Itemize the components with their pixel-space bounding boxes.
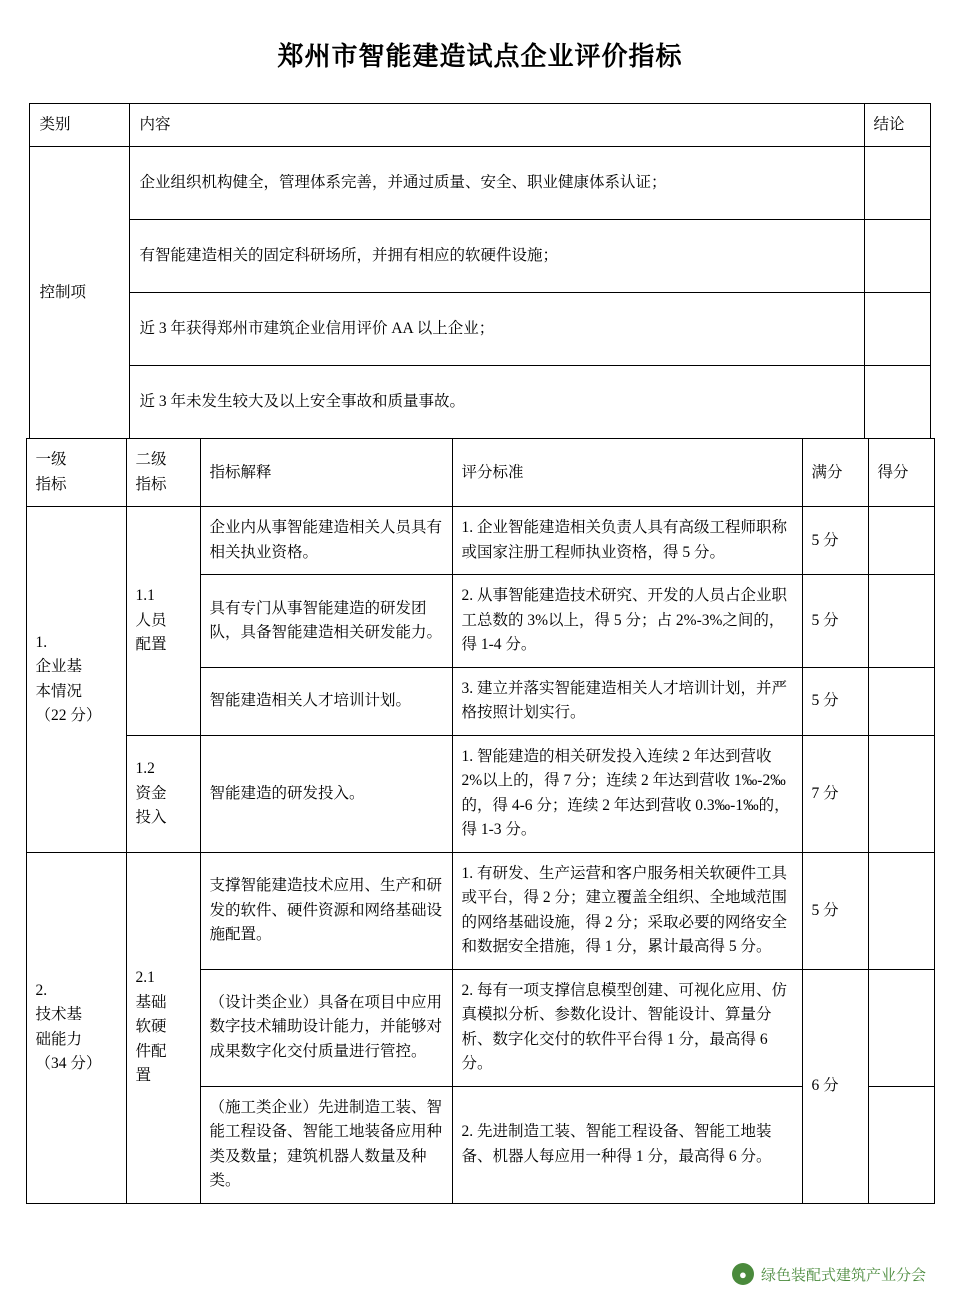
scoring-standard: 1. 智能建造的相关研发投入连续 2 年达到营收 2%以上的，得 7 分；连续 2 年达到营收 1‰-2‰的，得 4-6 分；连续 2 年达到营收 0.3‰-1‰的，得 1-3 分。	[452, 735, 802, 852]
scoring-standard: 2. 每有一项支撑信息模型创建、可视化应用、仿真模拟分析、参数化设计、智能设计、算量分析、数字化交付的软件平台得 1 分，最高得 6 分。	[452, 969, 802, 1086]
obtained-score	[868, 575, 934, 667]
header-level2: 二级 指标	[126, 439, 200, 507]
indicator-description: 支撑智能建造技术应用、生产和研发的软件、硬件资源和网络基础设施配置。	[200, 852, 452, 969]
obtained-score	[868, 507, 934, 575]
table-header-row	[26, 439, 934, 507]
conclusion-cell	[864, 366, 930, 439]
obtained-score	[868, 969, 934, 1086]
table-row	[30, 147, 930, 220]
max-score: 6 分	[802, 969, 868, 1203]
obtained-score	[868, 735, 934, 852]
footer-watermark-label: 绿色装配式建筑产业分会	[760, 1266, 926, 1284]
indicator-description: 具有专门从事智能建造的研发团队，具备智能建造相关研发能力。	[200, 575, 452, 667]
conclusion-cell	[864, 220, 930, 293]
indicator-description: 智能建造相关人才培训计划。	[200, 667, 452, 735]
scoring-standard: 1. 有研发、生产运营和客户服务相关软硬件工具或平台，得 2 分；建立覆盖全组织、全地域范围的网络基础设施，得 2 分；采取必要的网络安全和数据安全措施，得 1 分，累计最高得 5 分。	[452, 852, 802, 969]
category-control-items: 控制项	[30, 147, 130, 439]
page-title: 郑州市智能建造试点企业评价指标	[277, 42, 683, 71]
table-row	[26, 852, 934, 969]
conclusion-cell	[864, 147, 930, 220]
control-item-text: 企业组织机构健全，管理体系完善，并通过质量、安全、职业健康体系认证；	[130, 147, 864, 220]
table-row	[30, 366, 930, 439]
header-level1: 一级 指标	[26, 439, 126, 507]
indicator-description: （施工类企业）先进制造工装、智能工程设备、智能工地装备应用种类及数量；建筑机器人数量及种类。	[200, 1086, 452, 1203]
scoring-indicators-table	[26, 438, 935, 1203]
scoring-standard: 3. 建立并落实智能建造相关人才培训计划，并严格按照计划实行。	[452, 667, 802, 735]
header-description: 指标解释	[200, 439, 452, 507]
header-scoring-standard: 评分标准	[452, 439, 802, 507]
level1-indicator-1: 1. 企业基 本情况 （22 分）	[26, 507, 126, 852]
footer-watermark	[732, 1263, 926, 1285]
table-row	[26, 507, 934, 575]
table-row	[30, 293, 930, 366]
header-max-score: 满分	[802, 439, 868, 507]
scoring-standard: 2. 先进制造工装、智能工程设备、智能工地装备、机器人每应用一种得 1 分，最高得 6 分。	[452, 1086, 802, 1203]
obtained-score	[868, 667, 934, 735]
obtained-score	[868, 1086, 934, 1203]
scoring-standard: 2. 从事智能建造技术研究、开发的人员占企业职工总数的 3%以上，得 5 分；占 2%-3%之间的，得 1-4 分。	[452, 575, 802, 667]
control-items-table	[29, 103, 930, 439]
conclusion-cell	[864, 293, 930, 366]
max-score: 5 分	[802, 575, 868, 667]
indicator-description: 企业内从事智能建造相关人员具有相关执业资格。	[200, 507, 452, 575]
control-item-text: 近 3 年获得郑州市建筑企业信用评价 AA 以上企业；	[130, 293, 864, 366]
level2-indicator-1-1: 1.1 人员 配置	[126, 507, 200, 735]
level2-indicator-1-2: 1.2 资金 投入	[126, 735, 200, 852]
scoring-standard: 1. 企业智能建造相关负责人具有高级工程师职称或国家注册工程师执业资格，得 5 分。	[452, 507, 802, 575]
indicator-description: （设计类企业）具备在项目中应用数字技术辅助设计能力，并能够对成果数字化交付质量进行管控。	[200, 969, 452, 1086]
level1-indicator-2: 2. 技术基 础能力 （34 分）	[26, 852, 126, 1203]
max-score: 5 分	[802, 507, 868, 575]
table-row	[30, 220, 930, 293]
max-score: 5 分	[802, 667, 868, 735]
max-score: 5 分	[802, 852, 868, 969]
header-content: 内容	[130, 104, 864, 147]
header-category: 类别	[30, 104, 130, 147]
wechat-icon: ●	[732, 1263, 754, 1285]
obtained-score	[868, 852, 934, 969]
control-item-text: 近 3 年未发生较大及以上安全事故和质量事故。	[130, 366, 864, 439]
control-item-text: 有智能建造相关的固定科研场所，并拥有相应的软硬件设施；	[130, 220, 864, 293]
header-obtained-score: 得分	[868, 439, 934, 507]
header-conclusion: 结论	[864, 104, 930, 147]
table-header-row	[30, 104, 930, 147]
table-row	[26, 735, 934, 852]
level2-indicator-2-1: 2.1 基础 软硬 件配 置	[126, 852, 200, 1203]
indicator-description: 智能建造的研发投入。	[200, 735, 452, 852]
max-score: 7 分	[802, 735, 868, 852]
